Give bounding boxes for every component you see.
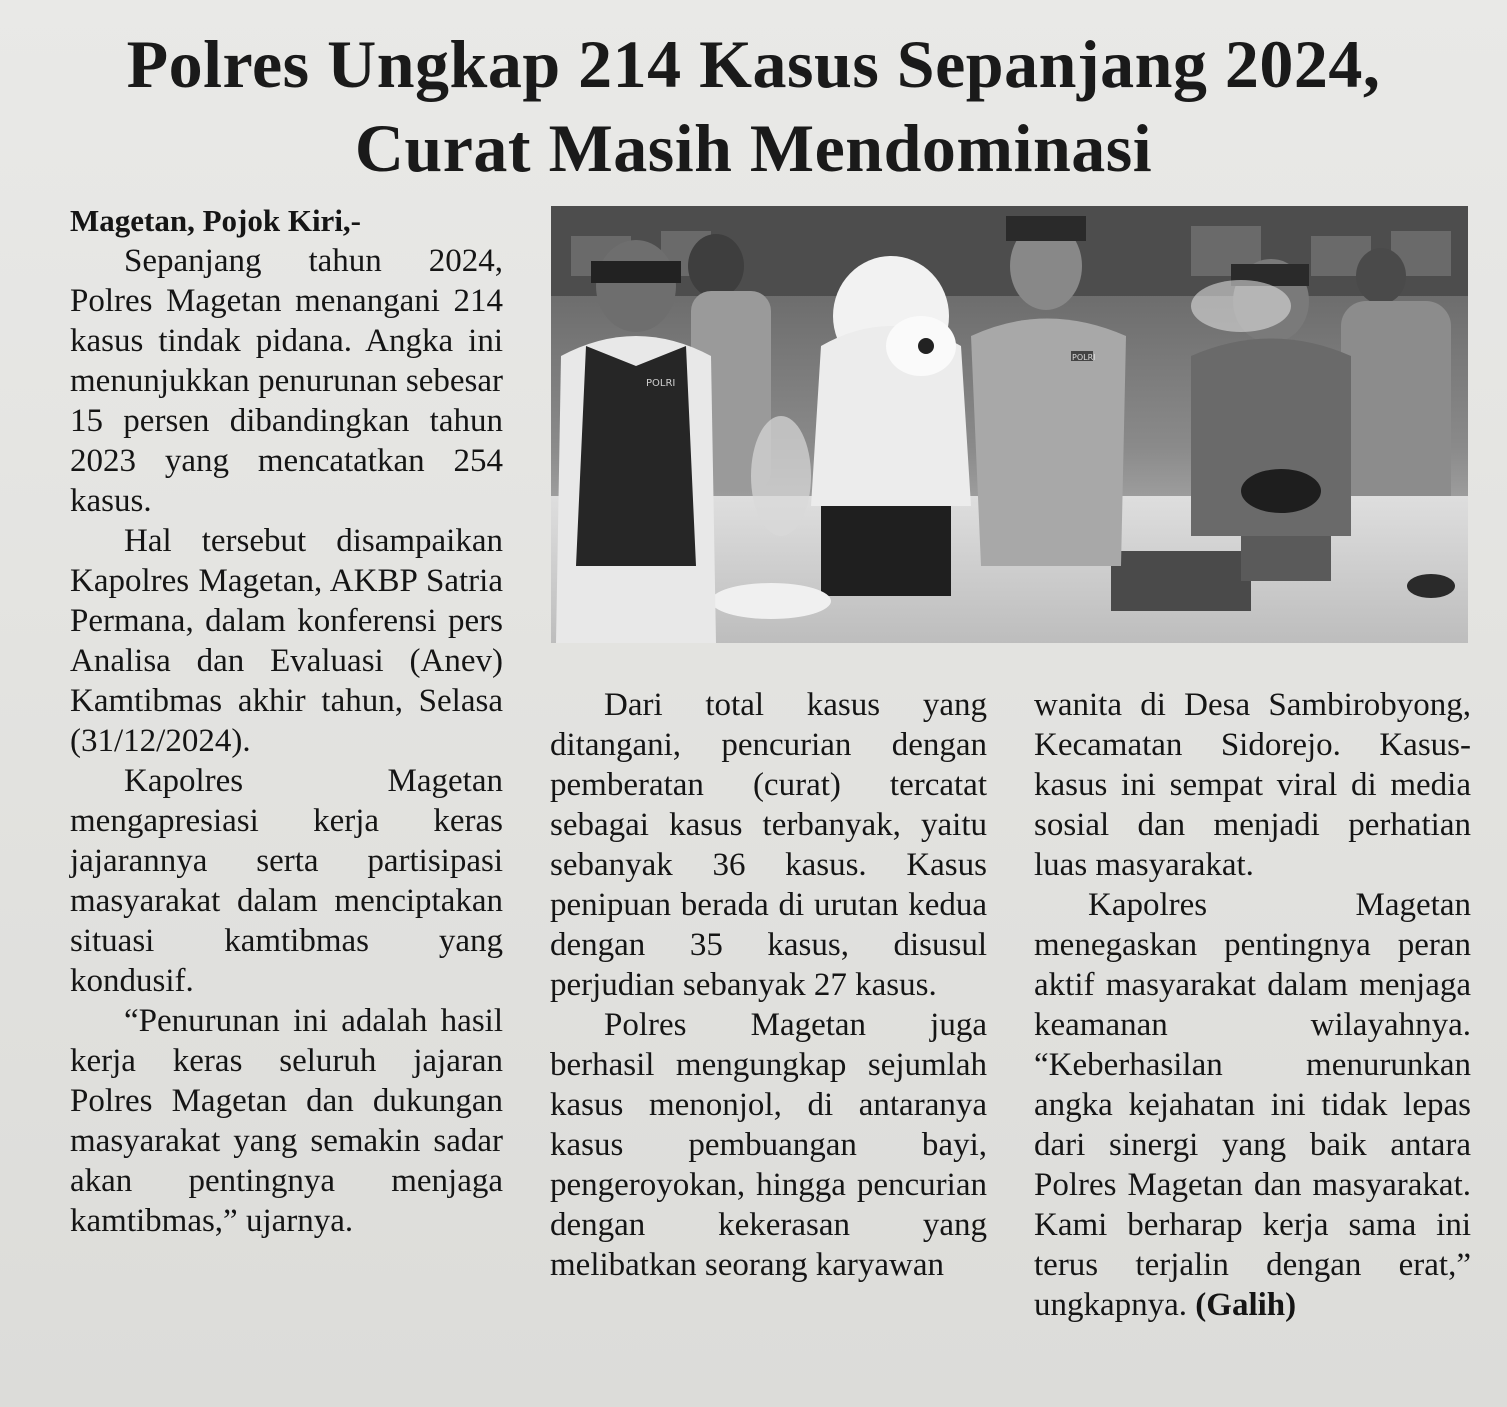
- byline: (Galih): [1195, 1287, 1297, 1323]
- paragraph: Polres Magetan juga berhasil mengungkap sejumlah kasus menonjol, di antaranya kasus pembuangan bayi, pengeroyokan, hingga pencurian dengan kekerasan yang melibatkan seorang karyawan: [550, 1007, 987, 1283]
- paragraph: Sepanjang tahun 2024, Polres Magetan menangani 214 kasus tindak pidana. Angka ini menunjukkan penurunan sebesar 15 persen dibandingkan tahun 2023 yang mencatatkan 254 kasus.: [70, 243, 503, 519]
- vest-label-left: POLRI: [646, 378, 676, 389]
- headline-line-1: Polres Ungkap 214 Kasus Sepanjang 2024,: [126, 26, 1381, 102]
- headline-line-2: Curat Masih Mendominasi: [354, 110, 1153, 186]
- dateline: Magetan, Pojok Kiri,-: [70, 203, 362, 238]
- news-photo: [551, 206, 1468, 643]
- paragraph: [1034, 885, 1471, 1325]
- article-column-3: [1034, 685, 1471, 1325]
- paragraph: Hal tersebut disampaikan Kapolres Magetan, AKBP Satria Permana, dalam konferensi pers Analisa dan Evaluasi (Anev) Kamtibmas akhir tahun, Selasa (31/12/2024).: [70, 523, 503, 759]
- headline: [40, 22, 1467, 190]
- press-conference-photo: [551, 206, 1468, 643]
- paragraph-continuation: wanita di Desa Sambirobyong, Kecamatan Sidorejo. Kasus-kasus ini sempat viral di media sosial dan menjadi perhatian luas masyarakat.: [1034, 687, 1471, 883]
- paragraph: Dari total kasus yang ditangani, pencurian dengan pemberatan (curat) tercatat sebagai kasus terbanyak, yaitu sebanyak 36 kasus. Kasus penipuan berada di urutan kedua dengan 35 kasus, disusul perjudian sebanyak 27 kasus.: [550, 687, 987, 1003]
- paragraph: “Penurunan ini adalah hasil kerja keras seluruh jajaran Polres Magetan dan dukungan masyarakat yang semakin sadar akan pentingnya menjaga kamtibmas,” ujarnya.: [70, 1003, 503, 1239]
- uniform-label: POLRI: [1072, 353, 1096, 362]
- closing-paragraph-text: Kapolres Magetan menegaskan pentingnya peran aktif masyarakat dalam menjaga keamanan wilayahnya. “Keberhasilan menurunkan angka kejahatan ini tidak lepas dari sinergi yang baik antara Polres Magetan dan masyarakat. Kami berharap kerja sama ini terus terjalin dengan erat,” ungkapnya.: [1034, 887, 1471, 1323]
- paragraph: Kapolres Magetan mengapresiasi kerja keras jajarannya serta partisipasi masyarakat dalam menciptakan situasi kamtibmas yang kondusif.: [70, 763, 503, 999]
- article-column-1: [70, 201, 503, 1241]
- article-column-2: [550, 685, 987, 1285]
